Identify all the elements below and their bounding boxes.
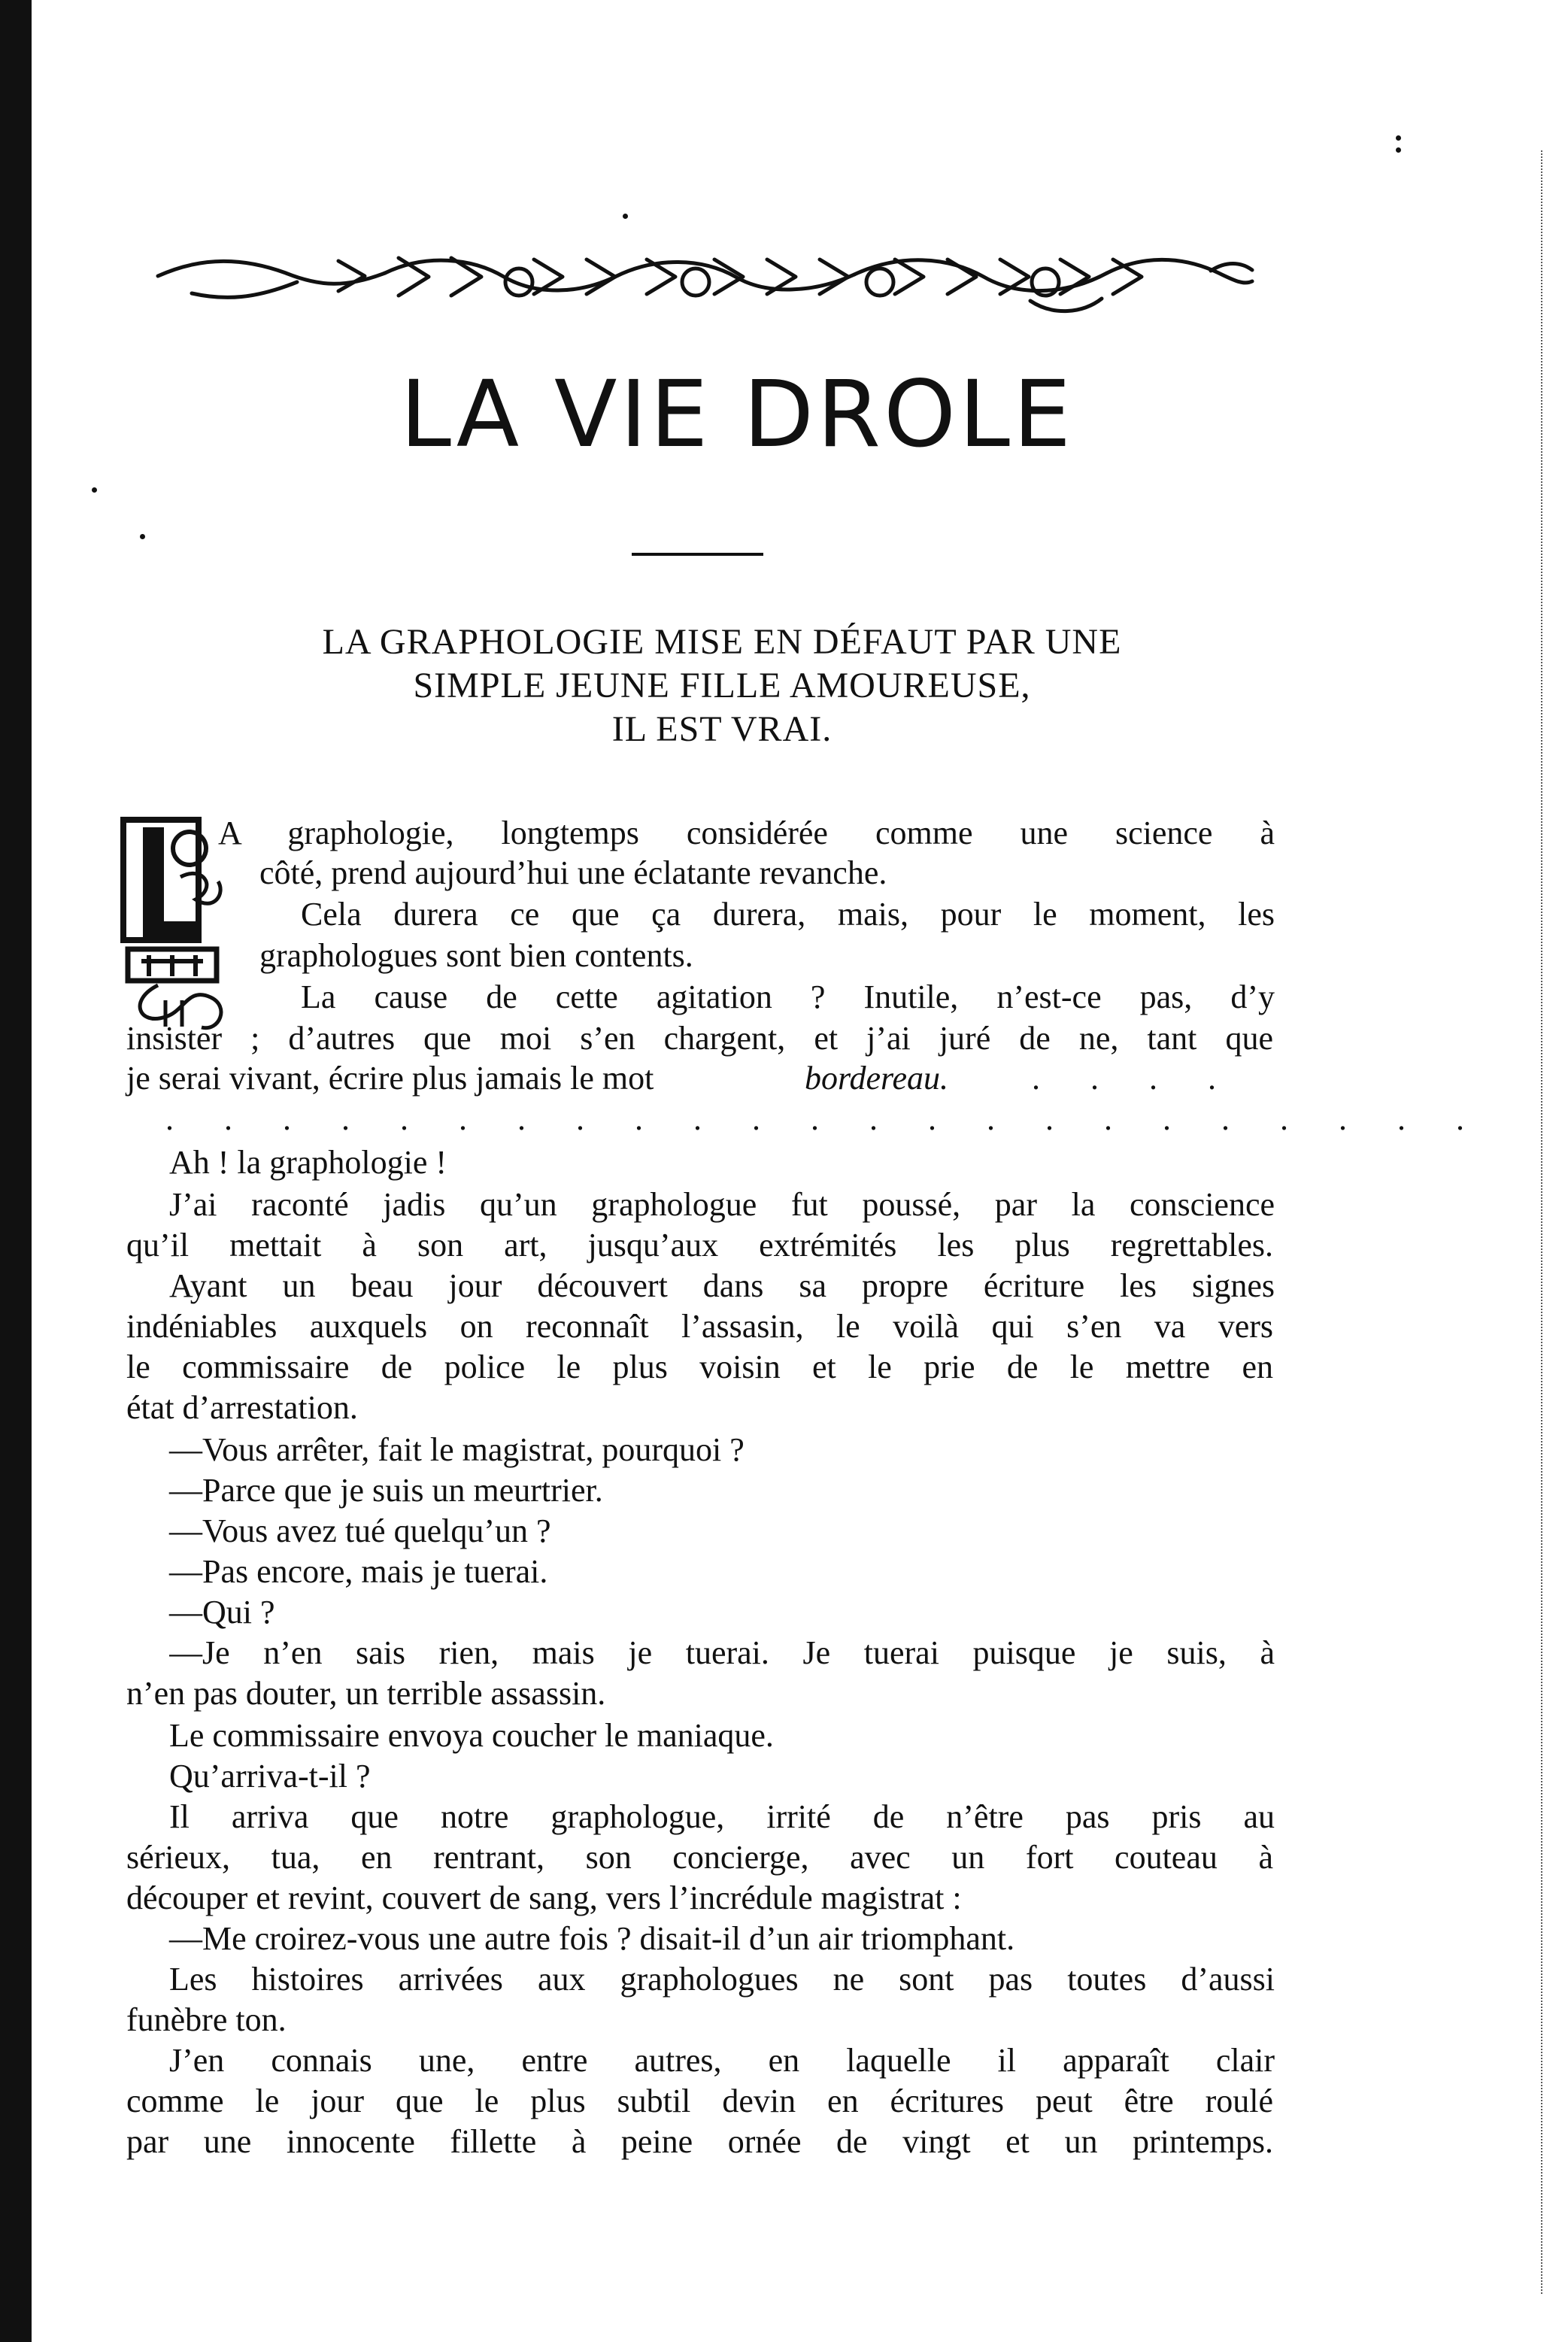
dialogue-line: —Qui ?	[169, 1594, 275, 1631]
ellipsis: . . . .	[1032, 1060, 1237, 1097]
dialogue-line: —Je n’en sais rien, mais je tuerai. Je tuerai puisque je suis, à	[169, 1634, 1275, 1671]
dialogue-line: —Vous arrêter, fait le magistrat, pourquoi ?	[169, 1431, 745, 1468]
text-line: côté, prend aujourd’hui une éclatante revanche.	[259, 854, 887, 891]
text-line: Il arriva que notre graphologue, irrité de n’être pas pris au	[169, 1798, 1275, 1835]
text-line: Le commissaire envoya coucher le maniaque.	[169, 1717, 774, 1754]
text-line: J’en connais une, entre autres, en laquelle il apparaît clair	[169, 2042, 1275, 2079]
ink-speck	[623, 214, 628, 219]
text-line: Les histoires arrivées aux graphologues ne sont pas toutes d’aussi	[169, 1961, 1275, 1998]
ink-speck	[140, 534, 145, 539]
text-line: La cause de cette agitation ? Inutile, n’est-ce pas, d’y	[301, 978, 1275, 1015]
page-binding-edge	[0, 0, 32, 2342]
subtitle-line: SIMPLE JEUNE FILLE AMOUREUSE,	[413, 666, 1031, 705]
text-line: A graphologie, longtemps considérée comme une science à	[218, 815, 1275, 851]
text-line: Ayant un beau jour découvert dans sa propre écriture les signes	[169, 1267, 1275, 1304]
page-title: LA VIE DROLE	[399, 361, 1075, 468]
text-line: le commissaire de police le plus voisin et le prie de le mettre en	[126, 1348, 1273, 1385]
dialogue-line: —Parce que je suis un meurtrier.	[169, 1472, 603, 1509]
dialogue-line: —Vous avez tué quelqu’un ?	[169, 1512, 551, 1549]
text-line: comme le jour que le plus subtil devin en écritures peut être roulé	[126, 2083, 1273, 2119]
text-line: n’en pas douter, un terrible assassin.	[126, 1675, 606, 1712]
dialogue-line: —Me croirez-vous une autre fois ? disait-il d’un air triomphant.	[169, 1920, 1015, 1957]
text-line: état d’arrestation.	[126, 1389, 358, 1426]
text-line: Qu’arriva-t-il ?	[169, 1758, 371, 1794]
subtitle-line: IL EST VRAI.	[611, 709, 833, 749]
text-line: sérieux, tua, en rentrant, son concierge, avec un fort couteau à	[126, 1839, 1273, 1876]
italic-word: bordereau.	[805, 1060, 949, 1097]
decorative-header-ornament	[143, 229, 1256, 327]
text-line: funèbre ton.	[126, 2001, 287, 2038]
text-line: indéniables auxquels on reconnaît l’assasin, le voilà qui s’en va vers	[126, 1308, 1273, 1345]
dialogue-line: —Pas encore, mais je tuerai.	[169, 1553, 548, 1590]
text-line: J’ai raconté jadis qu’un graphologue fut poussé, par la conscience	[169, 1186, 1275, 1223]
subtitle-line: LA GRAPHOLOGIE MISE EN DÉFAUT PAR UNE	[322, 622, 1122, 662]
text-line: qu’il mettait à son art, jusqu’aux extrémités les plus regrettables.	[126, 1227, 1273, 1264]
ink-speck	[1396, 135, 1401, 141]
ornamental-dropcap	[113, 812, 233, 1038]
text-line: par une innocente fillette à peine ornée de vingt et un printemps.	[126, 2123, 1273, 2160]
text-line: insister ; d’autres que moi s’en chargent, et j’ai juré de ne, tant que	[126, 1020, 1273, 1057]
text-line: découper et revint, couvert de sang, vers l’incrédule magistrat :	[126, 1879, 962, 1916]
ink-speck	[92, 487, 97, 493]
text-line: Ah ! la graphologie !	[169, 1144, 447, 1181]
text-line: graphologues sont bien contents.	[259, 937, 693, 974]
ink-speck	[1396, 147, 1401, 153]
ellipsis-line: . . . . . . . . . . . . . . . . . . . . . . .	[165, 1100, 1485, 1137]
text-line: Cela durera ce que ça durera, mais, pour le moment, les	[301, 896, 1275, 933]
text-line: je serai vivant, écrire plus jamais le mot	[126, 1060, 654, 1097]
title-divider	[632, 553, 763, 556]
dropcap-letter: L	[162, 946, 164, 947]
page-right-edge	[1541, 150, 1544, 2294]
article-subtitle	[135, 620, 1309, 751]
